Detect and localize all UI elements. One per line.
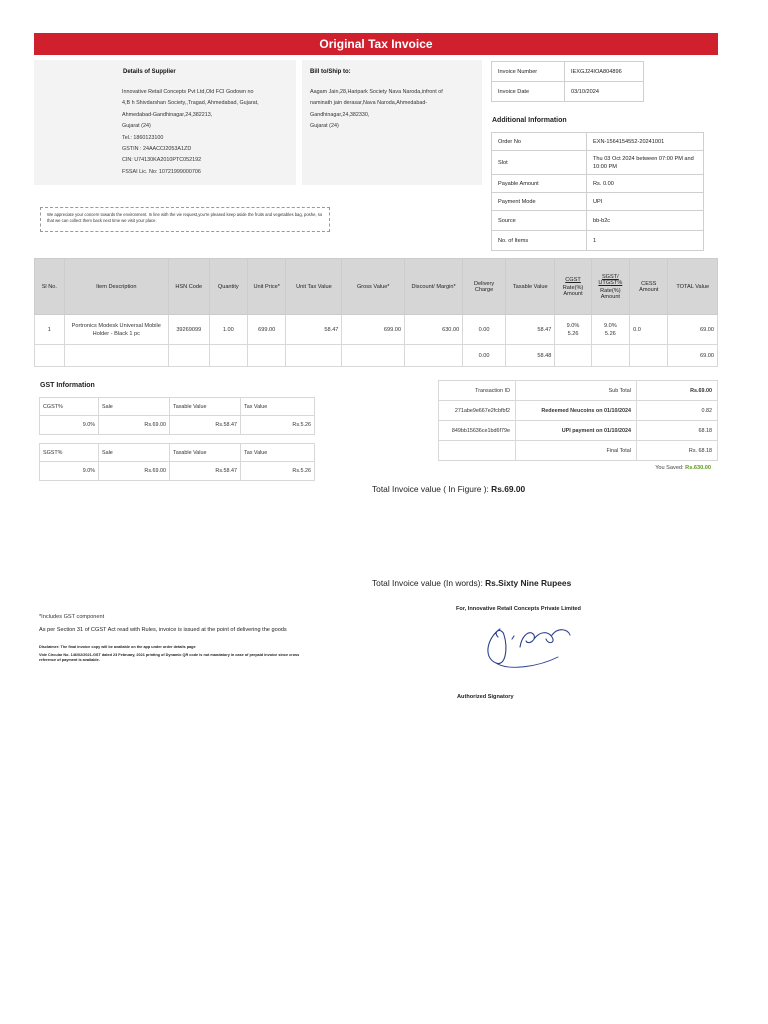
sgst-h-tax: Tax Value bbox=[241, 444, 315, 462]
total-value: 69.00 bbox=[668, 345, 718, 367]
totals-row bbox=[35, 345, 718, 367]
cgst-h-rate: CGST% bbox=[40, 398, 99, 416]
cgst-h-taxable: Taxable Value bbox=[170, 398, 241, 416]
cell-cgst-amount: 5.26 bbox=[567, 330, 579, 337]
additional-info-table bbox=[491, 132, 704, 251]
supplier-line: GSTIN : 24AACCI2053A1ZD bbox=[122, 146, 192, 153]
gst-note: *Includes GST component bbox=[39, 614, 105, 620]
pay-neucoins-label: Redeemed Neucoins on 01/10/2024 bbox=[516, 401, 637, 421]
gst-heading: GST Information bbox=[40, 382, 95, 389]
col-delivery: Delivery Charge bbox=[463, 259, 506, 315]
pay-final-amount: Rs. 68.18 bbox=[637, 441, 718, 461]
pay-subtotal: Rs.69.00 bbox=[637, 381, 718, 401]
cell-cess: 0.0 bbox=[630, 315, 668, 345]
slot-label: Slot bbox=[492, 151, 587, 175]
pay-neucoins-id: 271abe9e667e2fcbfbf2 bbox=[439, 401, 516, 421]
cgst-table bbox=[39, 397, 315, 435]
total-words-value: Rs.Sixty Nine Rupees bbox=[485, 578, 572, 588]
sgst-h-sale: Sale bbox=[99, 444, 170, 462]
col-discount: Discount/ Margin* bbox=[405, 259, 463, 315]
sgst-rate: 9.0% bbox=[40, 462, 99, 481]
table-row bbox=[35, 315, 718, 345]
sgst-h-rate: SGST% bbox=[40, 444, 99, 462]
cell-delivery: 0.00 bbox=[463, 315, 506, 345]
order-no-value: EXN-1564154552-20241001 bbox=[587, 133, 704, 151]
items-count-value: 1 bbox=[587, 231, 704, 251]
billto-line: Aagam Jain,28,Haripark Society Nava Naroda,infront of bbox=[310, 89, 443, 95]
sgst-tax: Rs.5.26 bbox=[241, 462, 315, 481]
cell-hsn: 39269099 bbox=[168, 315, 209, 345]
slot-value: Thu 03 Oct 2024 between 07:00 PM and 10:00 PM bbox=[587, 151, 704, 175]
invoice-date-label: Invoice Date bbox=[492, 82, 565, 102]
supplier-line: FSSAI Lic. No: 10721999000706 bbox=[122, 168, 201, 175]
cgst-sale: Rs.69.00 bbox=[99, 416, 170, 435]
circular-note: Vide Circular No. 146/02/2021-GST dated 23 February, 2021 printing of Dynamic QR code is not mandatory in case of prepaid invoice since cross reference of payment is available. bbox=[39, 653, 300, 662]
cell-sgst-rate: 9.0% bbox=[603, 322, 617, 329]
signatory-for: For, Innovative Retail Concepts Private Limited bbox=[456, 606, 581, 612]
cell-gross: 699.00 bbox=[342, 315, 405, 345]
col-taxable: Taxable Value bbox=[506, 259, 555, 315]
col-total: TOTAL Value bbox=[668, 259, 718, 315]
col-quantity: Quantity bbox=[209, 259, 247, 315]
total-words-label: Total Invoice value (In words): bbox=[372, 578, 483, 588]
col-sgst-sub: Rate(%) Amount bbox=[600, 287, 621, 300]
items-table bbox=[34, 258, 718, 367]
invoice-meta-table bbox=[491, 61, 644, 102]
col-unit-tax: Unit Tax Value bbox=[286, 259, 342, 315]
invoice-number-label: Invoice Number bbox=[492, 62, 565, 82]
cgst-h-tax: Tax Value bbox=[241, 398, 315, 416]
col-unit-price: Unit Price* bbox=[248, 259, 286, 315]
payment-mode-value: UPI bbox=[587, 193, 704, 211]
cell-cgst-rate: 9.0% bbox=[566, 322, 580, 329]
cell-taxable: 58.47 bbox=[506, 315, 555, 345]
sgst-h-taxable: Taxable Value bbox=[170, 444, 241, 462]
col-cgst-sub: Rate(%) Amount bbox=[562, 284, 584, 297]
supplier-line: Tel.: 1860123100 bbox=[122, 134, 164, 141]
supplier-line: 4,B h Shivdarshan Society,,Tragad, Ahmedabad, Gujarat, bbox=[122, 100, 259, 107]
source-value: bb-b2c bbox=[587, 211, 704, 231]
billto-details bbox=[302, 60, 482, 185]
pay-h-label: Sub Total bbox=[516, 381, 637, 401]
cell-description: Portronics Modesk Universal Mobile Holder - Black 1 pc bbox=[64, 315, 168, 345]
col-cess: CESS Amount bbox=[630, 259, 668, 315]
cell-total: 69.00 bbox=[668, 315, 718, 345]
col-cgst-title: CGST bbox=[565, 276, 581, 283]
billto-line: Gandhinagar,24,382330, bbox=[310, 111, 370, 118]
supplier-line: Innovative Retail Concepts Pvt Ltd,Old FCI Godown no bbox=[122, 89, 254, 95]
environment-notice: We appreciate your concern towards the environment. In line with the vie request,you're pleased keep aside the fruits and vegetables bag, poshe, so that we can collect them back next time we visit your place. bbox=[40, 207, 330, 232]
cell-unit-tax: 58.47 bbox=[286, 315, 342, 345]
section-note: As per Section 31 of CGST Act read with Rules, invoice is issued at the point of delivering the goods bbox=[39, 627, 287, 633]
cell-sl: 1 bbox=[35, 315, 65, 345]
cell-discount: 630.00 bbox=[405, 315, 463, 345]
payments-table bbox=[438, 380, 718, 461]
supplier-line: Gujarat (24) bbox=[122, 123, 151, 130]
signature-icon bbox=[478, 617, 578, 677]
pay-upi-label: UPI payment on 01/10/2024 bbox=[516, 421, 637, 441]
cell-quantity: 1.00 bbox=[209, 315, 247, 345]
you-saved-label: You Saved: bbox=[655, 465, 684, 471]
billto-heading: Bill to/Ship to: bbox=[310, 69, 351, 75]
pay-final-id bbox=[439, 441, 516, 461]
payable-label: Payable Amount bbox=[492, 175, 587, 193]
cell-sgst bbox=[591, 315, 629, 345]
pay-upi-amount: 68.18 bbox=[637, 421, 718, 441]
disclaimer-note: Disclaimer: The final invoice copy will be available on the app under order details page bbox=[39, 645, 196, 649]
invoice-date-value: 03/10/2024 bbox=[565, 82, 644, 102]
col-description: Item Description bbox=[64, 259, 168, 315]
items-count-label: No. of Items bbox=[492, 231, 587, 251]
cgst-taxable: Rs.58.47 bbox=[170, 416, 241, 435]
total-delivery: 0.00 bbox=[463, 345, 506, 367]
cgst-rate: 9.0% bbox=[40, 416, 99, 435]
you-saved bbox=[560, 465, 711, 471]
supplier-heading: Details of Supplier bbox=[123, 69, 176, 75]
total-figure bbox=[372, 484, 525, 494]
supplier-details bbox=[34, 60, 296, 185]
billto-line: naminath jain derasar,Nava Naroda,Ahmedabad- bbox=[310, 100, 428, 107]
cell-sgst-amount: 5.26 bbox=[604, 330, 616, 337]
billto-address bbox=[310, 87, 482, 133]
supplier-line: CIN: U74130KA2010PTC052192 bbox=[122, 157, 202, 164]
sgst-table bbox=[39, 443, 315, 481]
pay-neucoins-amount: 0.82 bbox=[637, 401, 718, 421]
cell-cgst bbox=[555, 315, 591, 345]
sgst-sale: Rs.69.00 bbox=[99, 462, 170, 481]
billto-line: Gujarat (24) bbox=[310, 123, 339, 130]
order-no-label: Order No bbox=[492, 133, 587, 151]
col-cgst bbox=[555, 259, 591, 315]
cgst-tax: Rs.5.26 bbox=[241, 416, 315, 435]
total-taxable: 58.48 bbox=[506, 345, 555, 367]
pay-h-id: Transaction ID bbox=[439, 381, 516, 401]
col-hsn: HSN Code bbox=[168, 259, 209, 315]
cgst-h-sale: Sale bbox=[99, 398, 170, 416]
additional-heading: Additional Information bbox=[492, 117, 567, 124]
col-sgst-title: SGST/ UTGST% bbox=[598, 273, 623, 286]
source-label: Source bbox=[492, 211, 587, 231]
col-sgst bbox=[591, 259, 629, 315]
sgst-taxable: Rs.58.47 bbox=[170, 462, 241, 481]
supplier-address bbox=[122, 87, 297, 178]
col-gross: Gross Value* bbox=[342, 259, 405, 315]
cell-unit-price: 699.00 bbox=[248, 315, 286, 345]
total-figure-value: Rs.69.00 bbox=[491, 484, 526, 494]
pay-final-label: Final Total bbox=[516, 441, 637, 461]
supplier-line: Ahmedabad-Gandhinagar,24,382213, bbox=[122, 111, 213, 118]
invoice-title: Original Tax Invoice bbox=[34, 33, 718, 55]
total-figure-label: Total Invoice value ( In Figure ): bbox=[372, 484, 489, 494]
payable-value: Rs. 0.00 bbox=[587, 175, 704, 193]
total-words bbox=[372, 578, 571, 588]
pay-upi-id: 849bb15636ce1bd6f79e bbox=[439, 421, 516, 441]
authorized-signatory: Authorized Signatory bbox=[457, 694, 514, 700]
col-sl: Sl No. bbox=[35, 259, 65, 315]
payment-mode-label: Payment Mode bbox=[492, 193, 587, 211]
you-saved-value: Rs.630.00 bbox=[685, 465, 711, 471]
invoice-number-value: IEXGJ24IOA804896 bbox=[565, 62, 644, 82]
